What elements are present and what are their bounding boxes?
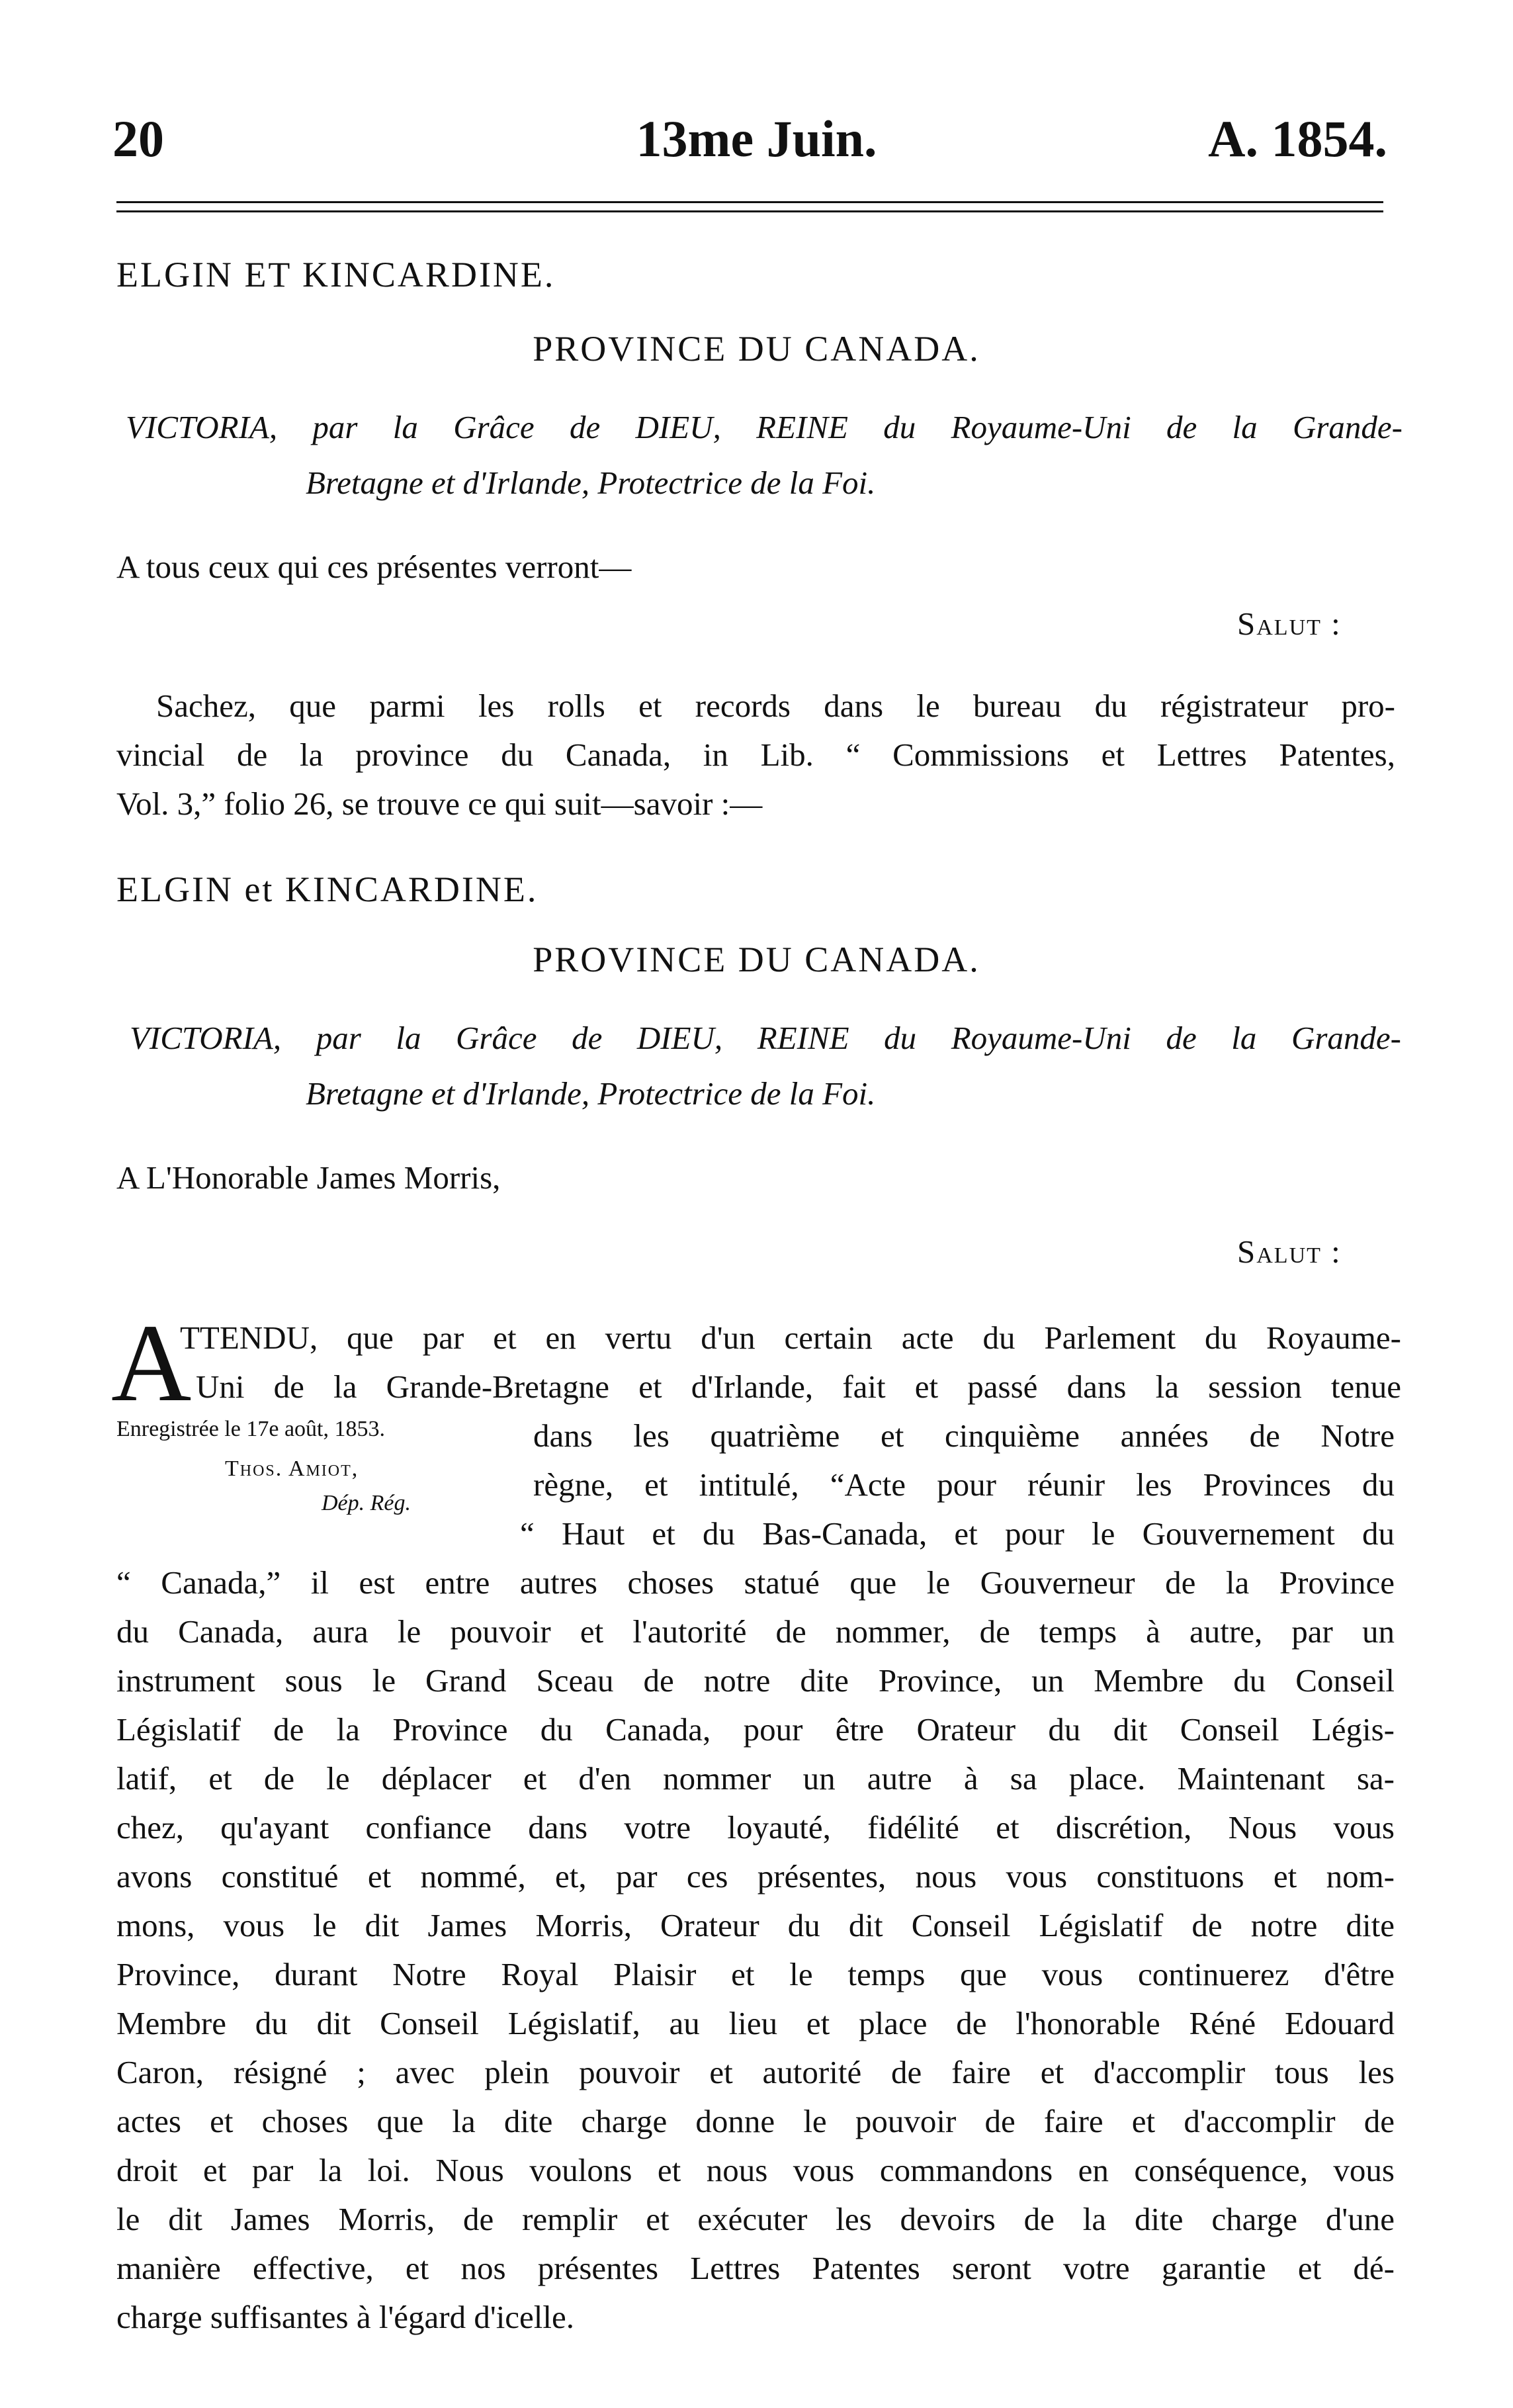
body-line-1: TTENDU, que par et en vertu d'un certain acte du Parlement du Royaume- xyxy=(180,1319,1401,1356)
victoria2-line-2: Bretagne et d'Irlande, Protectrice de la Foi. xyxy=(306,1075,876,1112)
header-rule-bottom xyxy=(116,210,1383,212)
sachez-line-1: Sachez, que parmi les rolls et records dans le bureau du régistrateur pro- xyxy=(156,688,1395,724)
body-line-21: charge suffisantes à l'égard d'icelle. xyxy=(116,2299,575,2335)
victoria-line-1: VICTORIA, par la Grâce de DIEU, REINE du Royaume-Uni de la Grande- xyxy=(126,409,1403,445)
body-line-2: Uni de la Grande-Bretagne et d'Irlande, fait et passé dans la session tenue xyxy=(196,1368,1401,1405)
header-rule-top xyxy=(116,201,1383,203)
drop-cap: A xyxy=(111,1302,192,1425)
body-line-4: règne, et intitulé, “Acte pour réunir les Provinces du xyxy=(533,1466,1395,1503)
address-all: A tous ceux qui ces présentes verront— xyxy=(116,549,632,585)
page-date: 13me Juin. xyxy=(636,110,877,167)
page-year: A. 1854. xyxy=(1208,110,1387,167)
page-number: 20 xyxy=(112,110,164,167)
body-line-13: mons, vous le dit James Morris, Orateur du dit Conseil Législatif de notre dite xyxy=(116,1907,1395,1943)
margin-note-title: Dép. Rég. xyxy=(322,1491,411,1515)
salut-first: Salut : xyxy=(1237,605,1342,642)
salut-second: Salut : xyxy=(1237,1233,1342,1270)
body-line-3: dans les quatrième et cinquième années de Notre xyxy=(533,1417,1395,1454)
heading-elgin-kincardine: ELGIN ET KINCARDINE. xyxy=(116,255,556,294)
address-honorable: A L'Honorable James Morris, xyxy=(116,1159,501,1196)
sachez-line-2: vincial de la province du Canada, in Lib. “ Commissions et Lettres Patentes, xyxy=(116,736,1395,773)
body-line-11: chez, qu'ayant confiance dans votre loyauté, fidélité et discrétion, Nous vous xyxy=(116,1809,1395,1846)
sachez-line-3: Vol. 3,” folio 26, se trouve ce qui suit—savoir :— xyxy=(116,785,763,822)
margin-note-signatory: Thos. Amiot, xyxy=(225,1456,359,1481)
body-line-9: Législatif de la Province du Canada, pour être Orateur du dit Conseil Légis- xyxy=(116,1711,1395,1748)
body-line-12: avons constitué et nommé, et, par ces présentes, nous vous constituons et nom- xyxy=(116,1858,1395,1895)
province-heading-second: PROVINCE DU CANADA. xyxy=(533,940,980,979)
victoria-line-2: Bretagne et d'Irlande, Protectrice de la Foi. xyxy=(306,465,876,501)
body-line-17: actes et choses que la dite charge donne le pouvoir de faire et d'accomplir de xyxy=(116,2103,1395,2139)
body-line-15: Membre du dit Conseil Législatif, au lieu et place de l'honorable Réné Edouard xyxy=(116,2005,1395,2041)
body-line-10: latif, et de le déplacer et d'en nommer un autre à sa place. Maintenant sa- xyxy=(116,1760,1395,1797)
body-line-6: “ Canada,” il est entre autres choses statué que le Gouverneur de la Province xyxy=(116,1564,1395,1601)
heading-elgin-kincardine-second: ELGIN et KINCARDINE. xyxy=(116,870,539,909)
victoria2-line-1: VICTORIA, par la Grâce de DIEU, REINE du Royaume-Uni de la Grande- xyxy=(130,1020,1401,1056)
body-line-16: Caron, résigné ; avec plein pouvoir et autorité de faire et d'accomplir tous les xyxy=(116,2054,1395,2090)
body-line-5: “ Haut et du Bas-Canada, et pour le Gouvernement du xyxy=(520,1515,1395,1552)
province-heading: PROVINCE DU CANADA. xyxy=(533,329,980,369)
margin-note-registration: Enregistrée le 17e août, 1853. xyxy=(116,1417,385,1441)
body-line-18: droit et par la loi. Nous voulons et nous vous commandons en conséquence, vous xyxy=(116,2152,1395,2188)
body-line-19: le dit James Morris, de remplir et exécuter les devoirs de la dite charge d'une xyxy=(116,2201,1395,2237)
body-line-8: instrument sous le Grand Sceau de notre dite Province, un Membre du Conseil xyxy=(116,1662,1395,1699)
body-line-7: du Canada, aura le pouvoir et l'autorité de nommer, de temps à autre, par un xyxy=(116,1613,1395,1650)
body-line-14: Province, durant Notre Royal Plaisir et le temps que vous continuerez d'être xyxy=(116,1956,1395,1992)
body-line-20: manière effective, et nos présentes Lettres Patentes seront votre garantie et dé- xyxy=(116,2250,1395,2286)
